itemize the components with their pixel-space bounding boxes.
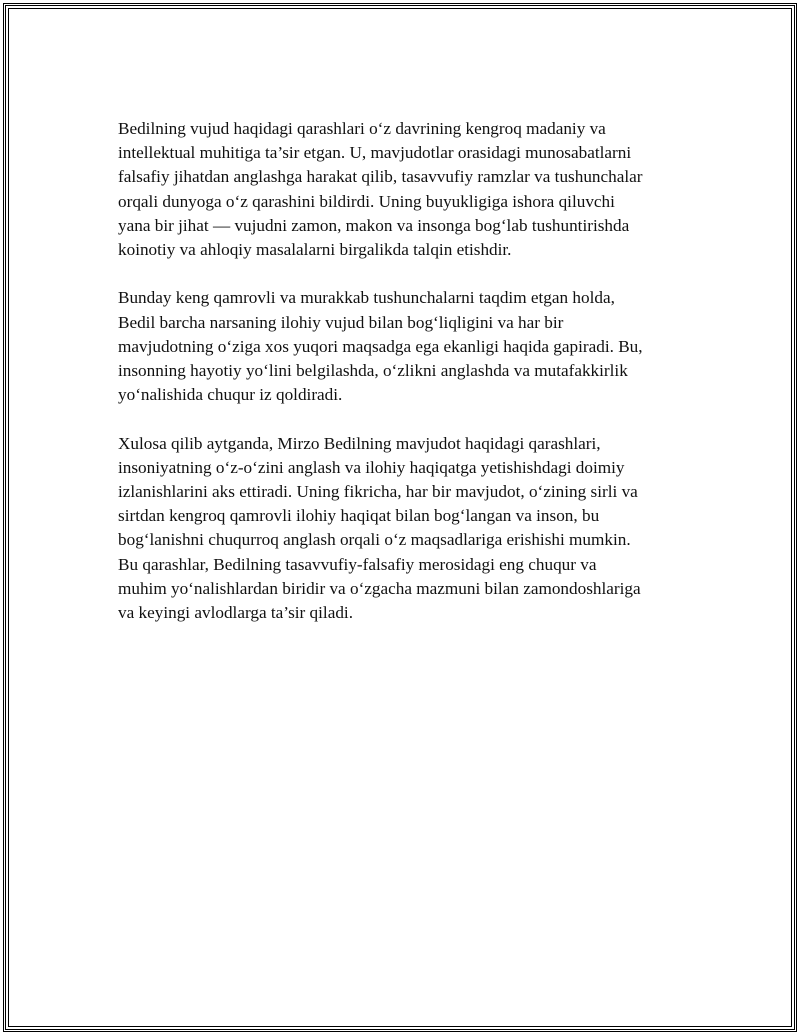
paragraph-2: Bunday keng qamrovli va murakkab tushunchalarni taqdim etgan holda, Bedil barcha narsaning ilohiy vujud bilan bog‘liqligini va har bir mavjudotning o‘ziga xos yuqori maqsadga ega ekanligi haqida gapiradi. Bu, insonning hayotiy yo‘lini belgilashda, o‘zlikni anglashda va mutafakkirlik yo‘nalishida chuqur iz qoldiradi.	[118, 288, 643, 405]
paragraph-1: Bedilning vujud haqidagi qarashlari o‘z davrining kengroq madaniy va intellektual muhitiga ta’sir etgan. U, mavjudotlar orasidagi munosabatlarni falsafiy jihatdan anglashga harakat qilib, tasavvufiy ramzlar va tushunchalar orqali dunyoga o‘z qarashini bildirdi. Uning buyukligiga ishora qiluvchi yana bir jihat — vujudni zamon, makon va insonga bog‘lab tushuntirishda koinotiy va ahloqiy masalalarni birgalikda talqin etishdir.	[118, 119, 643, 260]
document-body	[118, 117, 688, 649]
paragraph-3: Xulosa qilib aytganda, Mirzo Bedilning mavjudot haqidagi qarashlari, insoniyatning o‘z-o‘zini anglash va ilohiy haqiqatga yetishishdagi doimiy izlanishlarini aks ettiradi. Uning fikricha, har bir mavjudot, o‘zining sirli va sirtdan kengroq qamrovli ilohiy haqiqat bilan bog‘langan va inson, bu bog‘lanishni chuqurroq anglash orqali o‘z maqsadlariga erishishi mumkin. Bu qarashlar, Bedilning tasavvufiy-falsafiy merosidagi eng chuqur va muhim yo‘nalishlardan biridir va o‘zgacha mazmuni bilan zamondoshlariga va keyingi avlodlarga ta’sir qiladi.	[118, 433, 641, 623]
